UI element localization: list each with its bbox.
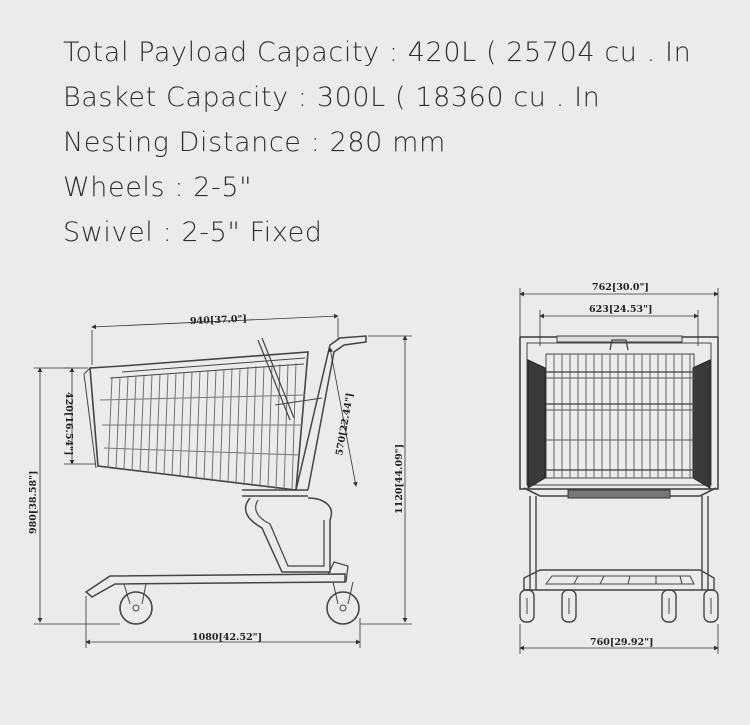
spec-swivel: Swivel : 2-5" Fixed — [63, 217, 323, 248]
dim-basket-height: 980[38.58"] — [28, 470, 39, 534]
front-wires — [546, 354, 694, 478]
dim-basket-width: 623[24.53"] — [589, 304, 653, 315]
dim-total-length: 1080[42.52"] — [192, 632, 263, 643]
spec-wheels: Wheels : 2-5" — [63, 172, 253, 203]
spec-basket-capacity: Basket Capacity : 300L ( 18360 cu . In — [63, 82, 601, 113]
spec-nesting-distance: Nesting Distance : 280 mm — [63, 127, 446, 158]
dim-base-width: 760[29.92"] — [590, 637, 654, 648]
side-view — [34, 313, 412, 648]
front-view — [520, 288, 718, 654]
dim-handle-height: 570[22.44"] — [334, 392, 356, 457]
dim-basket-length: 940[37.0"] — [189, 313, 248, 328]
dim-basket-depth: 420[16.54"] — [63, 392, 74, 456]
rear-wheel — [120, 592, 152, 624]
handle-frame — [296, 336, 366, 490]
front-wheel — [327, 592, 359, 624]
leg-frame — [246, 498, 332, 572]
dim-total-height: 1120[44.09"] — [394, 443, 405, 514]
spec-total-payload: Total Payload Capacity : 420L ( 25704 cu . In — [63, 37, 692, 68]
dim-total-width: 762[30.0"] — [592, 282, 649, 293]
front-basket-frame — [520, 337, 718, 489]
front-base — [524, 570, 714, 590]
